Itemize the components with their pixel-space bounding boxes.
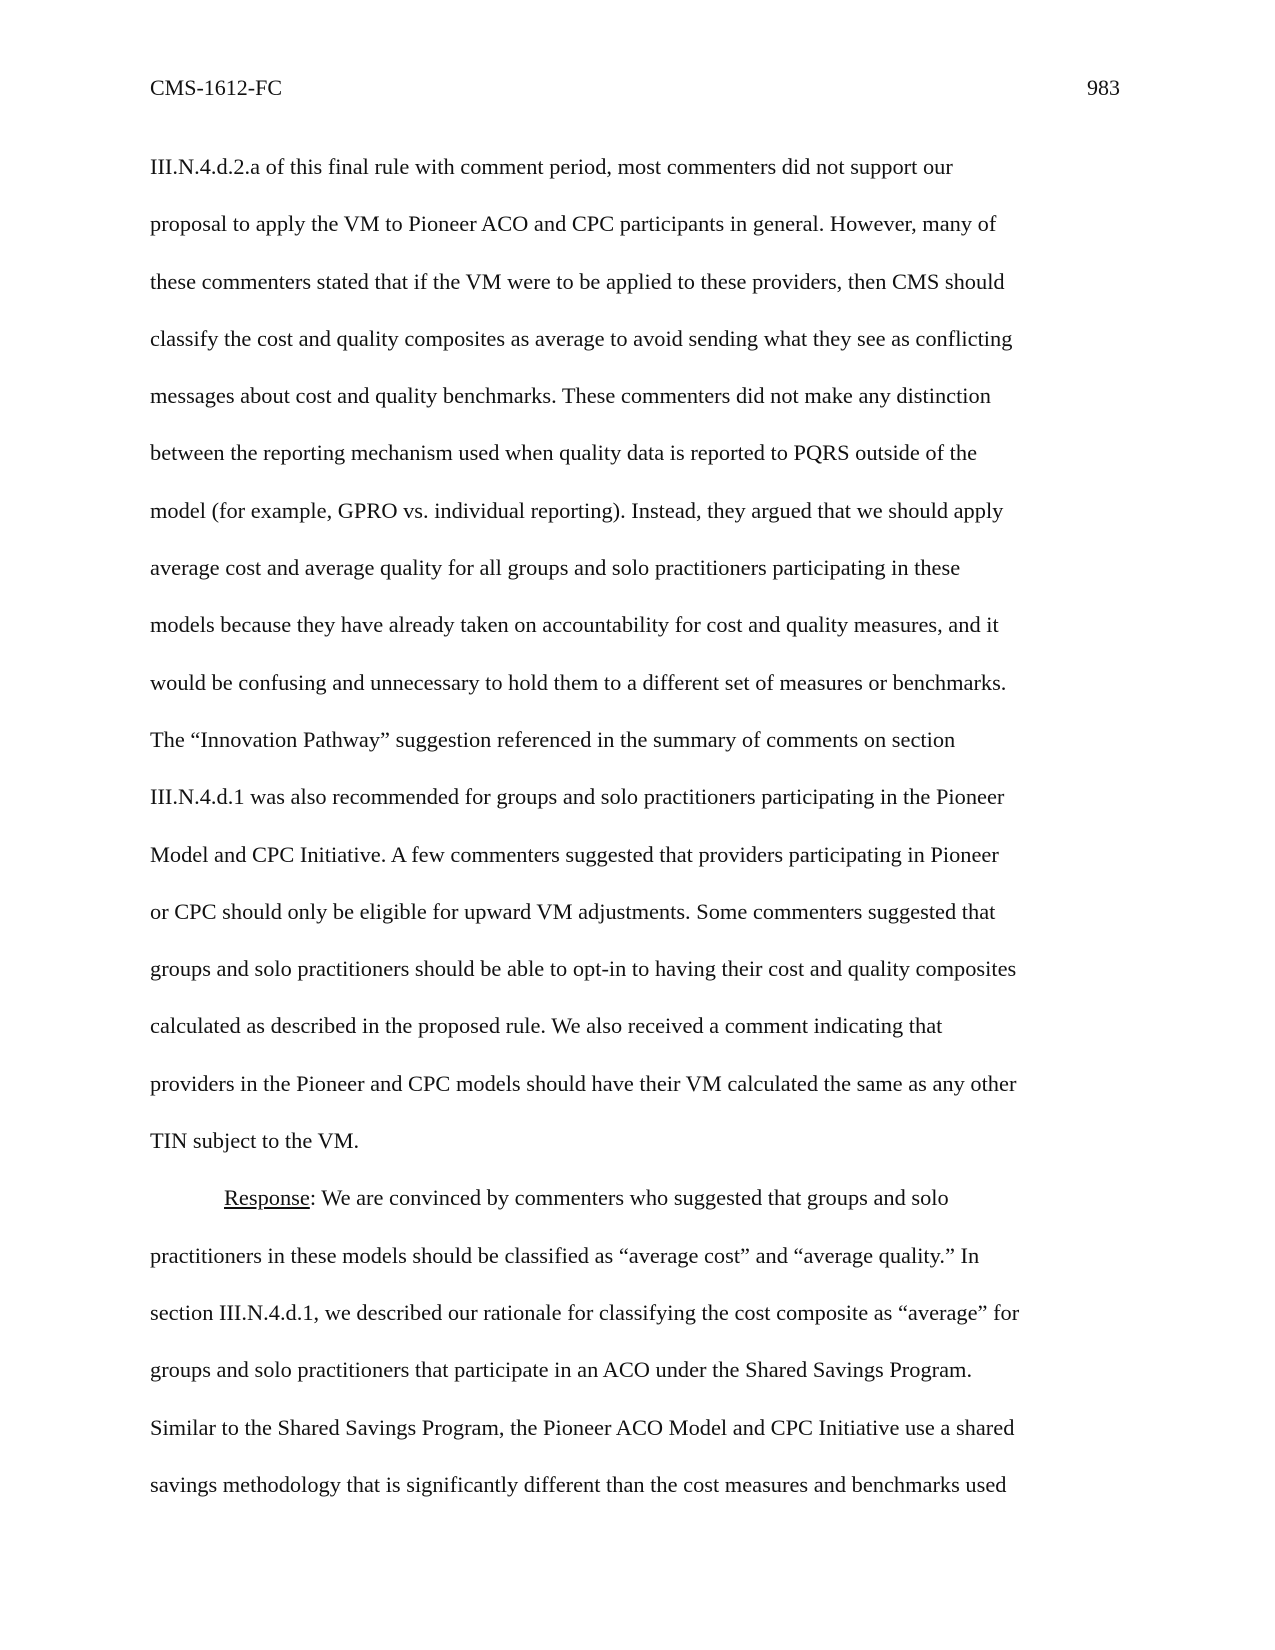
text-line: these commenters stated that if the VM were to be applied to these providers, then CMS should <box>150 268 1005 294</box>
text-line: would be confusing and unnecessary to hold them to a different set of measures or benchmarks. <box>150 669 1007 695</box>
text-line: proposal to apply the VM to Pioneer ACO and CPC participants in general. However, many of <box>150 211 997 237</box>
response-label: Response <box>224 1185 310 1211</box>
text-line: practitioners in these models should be classified as “average cost” and “average quality.” In <box>150 1242 980 1268</box>
page-number: 983 <box>1087 75 1120 100</box>
text-line: between the reporting mechanism used when quality data is reported to PQRS outside of the <box>150 440 978 466</box>
text-line: TIN subject to the VM. <box>150 1128 360 1154</box>
text-line: classify the cost and quality composites as average to avoid sending what they see as conflicting <box>150 325 1013 351</box>
text-line: Similar to the Shared Savings Program, the Pioneer ACO Model and CPC Initiative use a shared <box>150 1414 1015 1440</box>
text-line: section III.N.4.d.1, we described our rationale for classifying the cost composite as “average” for <box>150 1299 1020 1325</box>
body-text <box>150 138 1122 1513</box>
text-line: III.N.4.d.2.a of this final rule with comment period, most commenters did not support our <box>150 154 953 179</box>
text-line: The “Innovation Pathway” suggestion referenced in the summary of comments on section <box>150 726 956 752</box>
response-first-line <box>150 1169 1122 1226</box>
text-line: III.N.4.d.1 was also recommended for groups and solo practitioners participating in the Pioneer <box>150 784 1005 810</box>
text-line: model (for example, GPRO vs. individual reporting). Instead, they argued that we should apply <box>150 497 1004 523</box>
text-line: models because they have already taken on accountability for cost and quality measures, and it <box>150 612 999 638</box>
document-id: CMS-1612-FC <box>150 75 283 100</box>
text-line: groups and solo practitioners that participate in an ACO under the Shared Savings Program. <box>150 1357 973 1383</box>
text-line: savings methodology that is significantly different than the cost measures and benchmarks used <box>150 1471 1007 1497</box>
text-line: Model and CPC Initiative. A few commenters suggested that providers participating in Pioneer <box>150 841 999 867</box>
text-line: providers in the Pioneer and CPC models should have their VM calculated the same as any other <box>150 1070 1017 1096</box>
response-first-line-text: : We are convinced by commenters who suggested that groups and solo <box>309 1185 949 1211</box>
text-line: groups and solo practitioners should be able to opt-in to having their cost and quality composites <box>150 956 1017 982</box>
text-line: calculated as described in the proposed rule. We also received a comment indicating that <box>150 1013 943 1039</box>
text-line: or CPC should only be eligible for upward VM adjustments. Some commenters suggested that <box>150 898 996 924</box>
text-line: average cost and average quality for all groups and solo practitioners participating in these <box>150 555 961 581</box>
text-line: messages about cost and quality benchmarks. These commenters did not make any distinction <box>150 383 991 409</box>
page-header <box>150 72 1120 104</box>
